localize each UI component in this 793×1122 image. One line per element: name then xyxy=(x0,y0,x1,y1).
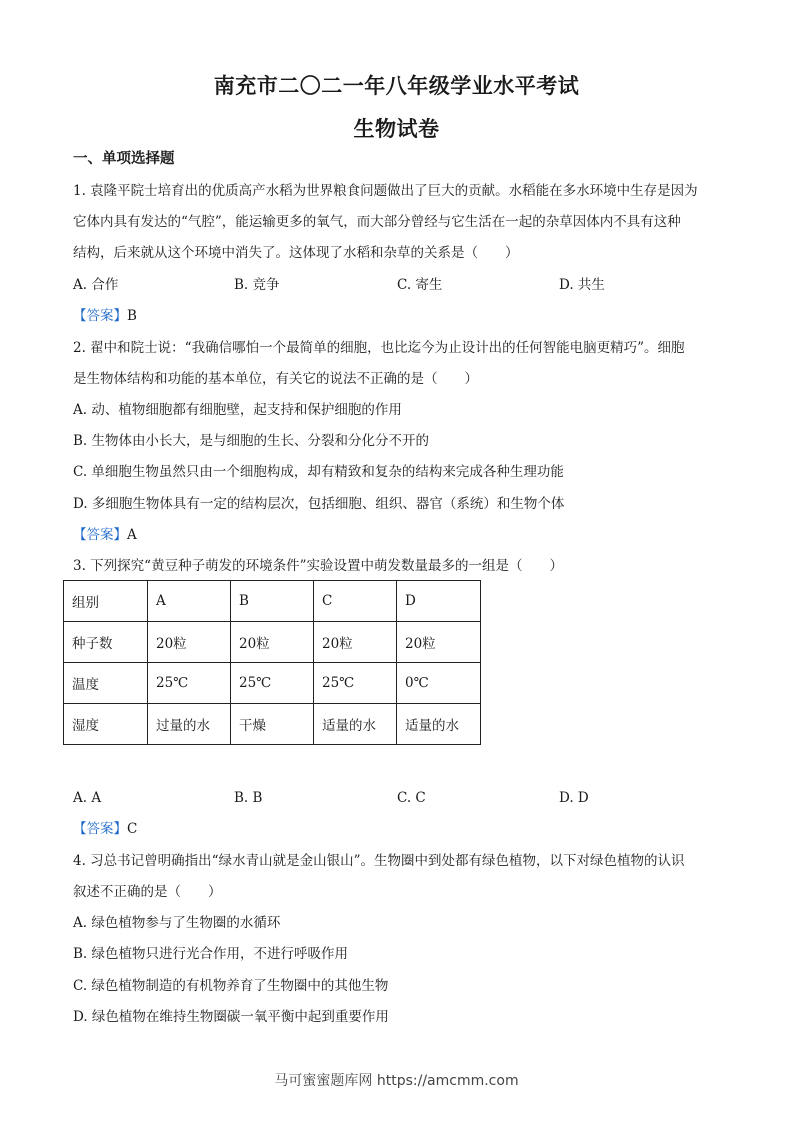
table-cell: 适量的水 xyxy=(397,704,481,745)
q3-answer-value: C xyxy=(127,821,138,837)
q3-stem: 3. 下列探究“黄豆种子萌发的环境条件”实验设置中萌发数量最多的一组是（ ） xyxy=(73,558,563,574)
table-cell: 20粒 xyxy=(314,622,397,663)
table-cell: 适量的水 xyxy=(314,704,397,745)
experiment-table xyxy=(63,580,481,745)
table-cell: 20粒 xyxy=(148,622,231,663)
q2-option-c: C. 单细胞生物虽然只由一个细胞构成，却有精致和复杂的结构来完成各种生理功能 xyxy=(73,464,564,480)
footer-watermark: 马可蜜蜜题库网 https://amcmm.com xyxy=(274,1073,519,1089)
table-cell: 湿度 xyxy=(64,704,148,745)
table-cell: 干燥 xyxy=(231,704,314,745)
q2-stem-line-2: 是生物体结构和功能的基本单位，有关它的说法不正确的是（ ） xyxy=(73,371,478,387)
q1-answer xyxy=(73,307,137,325)
q2-option-d: D. 多细胞生物体具有一定的结构层次，包括细胞、组织、器官（系统）和生物个体 xyxy=(73,496,565,512)
q2-answer-value: A xyxy=(127,527,137,543)
q4-option-d: D. 绿色植物在维持生物圈碳一氧平衡中起到重要作用 xyxy=(73,1009,389,1025)
table-cell: 种子数 xyxy=(64,622,148,663)
table-cell: 25℃ xyxy=(314,663,397,704)
q2-stem-line-1: 2. 翟中和院士说：“我确信哪怕一个最简单的细胞，也比迄今为止设计出的任何智能电脑更精巧”。细胞 xyxy=(73,340,685,356)
table-cell: B xyxy=(231,581,314,622)
q1-stem-line-1: 1. 袁隆平院士培育出的优质高产水稻为世界粮食问题做出了巨大的贡献。水稻能在多水环境中生存是因为 xyxy=(73,183,698,199)
q3-option-d: D. D xyxy=(559,790,589,806)
table-row xyxy=(64,622,481,663)
exam-title: 南充市二〇二一年八年级学业水平考试 xyxy=(213,73,580,98)
table-row xyxy=(64,704,481,745)
q3-answer xyxy=(73,820,137,838)
section-heading: 一、单项选择题 xyxy=(73,150,175,167)
q4-stem-line-1: 4. 习总书记曾明确指出“绿水青山就是金山银山”。生物圈中到处都有绿色植物，以下对绿色植物的认识 xyxy=(73,853,685,869)
q3-option-a: A. A xyxy=(73,790,102,806)
table-cell: 过量的水 xyxy=(148,704,231,745)
q1-stem-line-2: 它体内具有发达的“气腔”，能运输更多的氧气，而大部分曾经与它生活在一起的杂草因体内不具有这种 xyxy=(73,214,681,230)
table-cell: A xyxy=(148,581,231,622)
table-cell: 温度 xyxy=(64,663,148,704)
q2-answer xyxy=(73,526,137,544)
q1-option-b: B. 竞争 xyxy=(234,277,280,293)
q1-answer-label: 【答案】 xyxy=(73,308,127,324)
table-cell: 20粒 xyxy=(231,622,314,663)
table-cell: 组别 xyxy=(64,581,148,622)
q1-option-a: A. 合作 xyxy=(73,277,119,293)
q3-option-b: B. B xyxy=(234,790,263,806)
q3-option-c: C. C xyxy=(397,790,426,806)
q1-option-c: C. 寄生 xyxy=(397,277,443,293)
table-row xyxy=(64,581,481,622)
q2-option-a: A. 动、植物细胞都有细胞壁，起支持和保护细胞的作用 xyxy=(73,402,402,418)
q2-answer-label: 【答案】 xyxy=(73,527,127,543)
table-cell: 20粒 xyxy=(397,622,481,663)
q1-option-d: D. 共生 xyxy=(559,277,605,293)
q4-stem-line-2: 叙述不正确的是（ ） xyxy=(73,884,222,900)
q1-stem-line-3: 结构，后来就从这个环境中消失了。这体现了水稻和杂草的关系是（ ） xyxy=(73,245,519,261)
q4-option-a: A. 绿色植物参与了生物圈的水循环 xyxy=(73,915,281,931)
q2-option-b: B. 生物体由小长大，是与细胞的生长、分裂和分化分不开的 xyxy=(73,433,430,449)
table-cell: C xyxy=(314,581,397,622)
q3-answer-label: 【答案】 xyxy=(73,821,127,837)
table-cell: D xyxy=(397,581,481,622)
table-row xyxy=(64,663,481,704)
table-cell: 0℃ xyxy=(397,663,481,704)
exam-subtitle: 生物试卷 xyxy=(353,116,440,141)
q4-option-b: B. 绿色植物只进行光合作用，不进行呼吸作用 xyxy=(73,946,349,962)
table-cell: 25℃ xyxy=(148,663,231,704)
q1-answer-value: B xyxy=(127,308,137,324)
q4-option-c: C. 绿色植物制造的有机物养育了生物圈中的其他生物 xyxy=(73,978,389,994)
table-cell: 25℃ xyxy=(231,663,314,704)
